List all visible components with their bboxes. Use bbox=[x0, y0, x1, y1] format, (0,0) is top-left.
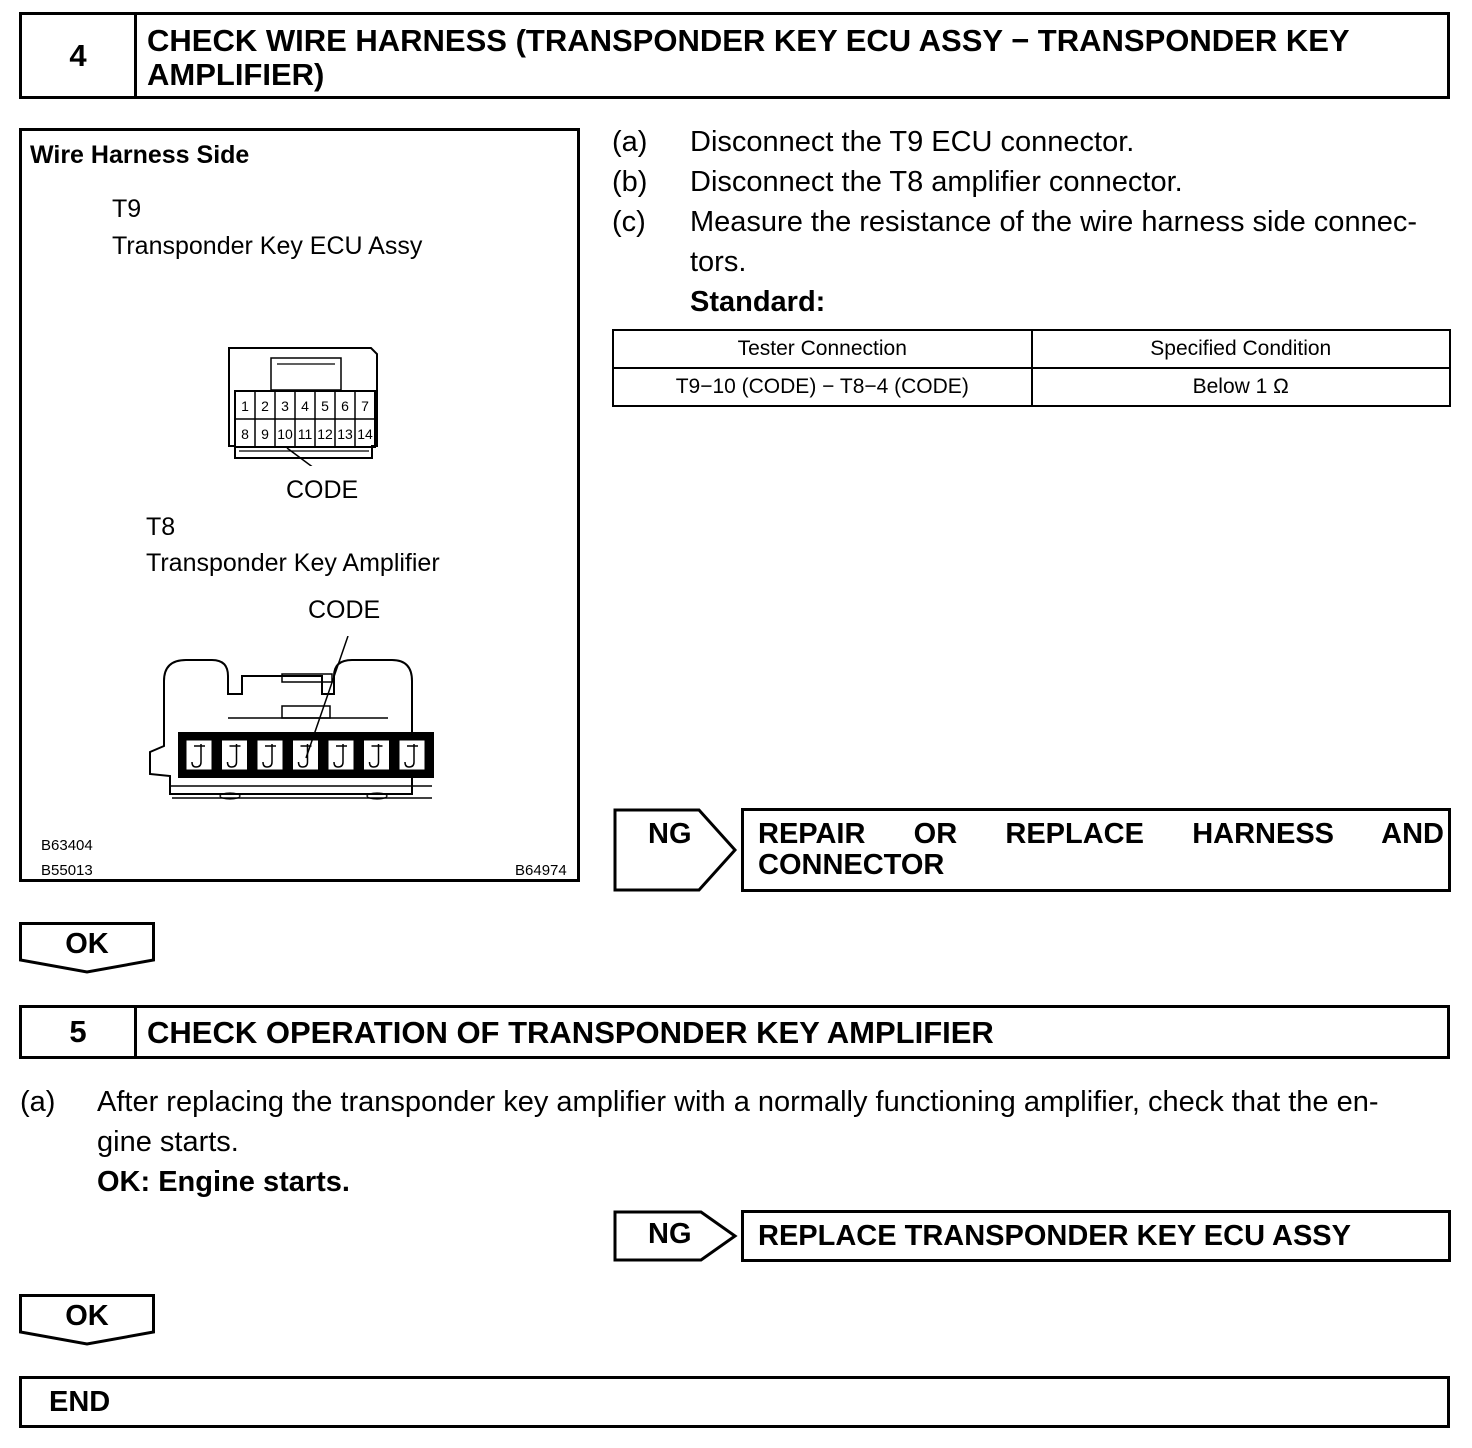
table-header-cell: Tester Connection bbox=[613, 330, 1032, 368]
table-row bbox=[613, 368, 1450, 406]
t9-pin-number: 1 bbox=[241, 398, 249, 414]
step-number: 4 bbox=[22, 15, 137, 96]
figure-ref-1: B63404 bbox=[41, 837, 93, 854]
ng-result-line-2: CONNECTOR bbox=[758, 849, 945, 881]
step5-instruction-label: (a) bbox=[20, 1086, 56, 1118]
table-header-row bbox=[613, 330, 1450, 368]
step-title: CHECK OPERATION OF TRANSPONDER KEY AMPLIFIER bbox=[147, 1015, 994, 1050]
t9-pin-number: 10 bbox=[277, 426, 293, 442]
instruction-b-label: (b) bbox=[612, 166, 648, 198]
end-box bbox=[19, 1376, 1450, 1428]
t9-name-label: Transponder Key ECU Assy bbox=[112, 232, 423, 260]
ng-result-line-1: REPAIR OR REPLACE HARNESS AND bbox=[758, 818, 1444, 850]
t9-connector-diagram bbox=[217, 346, 387, 466]
t9-pin-number: 8 bbox=[241, 426, 249, 442]
ng-result-text: REPLACE TRANSPONDER KEY ECU ASSY bbox=[758, 1220, 1351, 1252]
ok-condition: OK: Engine starts. bbox=[97, 1166, 350, 1198]
t9-pin-number: 4 bbox=[301, 398, 309, 414]
wire-harness-figure bbox=[19, 128, 580, 882]
t9-pin-number: 7 bbox=[361, 398, 369, 414]
instruction-a-text: Disconnect the T9 ECU connector. bbox=[690, 126, 1135, 158]
t8-connector-diagram bbox=[142, 636, 482, 811]
t9-pin-number: 5 bbox=[321, 398, 329, 414]
t9-code-label: T9 bbox=[112, 195, 142, 223]
t8-code-label: T8 bbox=[146, 513, 176, 541]
instruction-b-text: Disconnect the T8 amplifier connector. bbox=[690, 166, 1183, 198]
step5-instruction-line-1: After replacing the transponder key amplifier with a normally functioning amplifier, check that the en- bbox=[97, 1086, 1379, 1118]
instruction-a-label: (a) bbox=[612, 126, 648, 158]
table-header-cell: Specified Condition bbox=[1032, 330, 1451, 368]
instruction-c-text-2: tors. bbox=[690, 246, 747, 278]
table-cell: T9−10 (CODE) − T8−4 (CODE) bbox=[613, 368, 1032, 406]
step-number: 5 bbox=[22, 1008, 137, 1056]
end-label: END bbox=[49, 1386, 111, 1418]
ng-label: NG bbox=[648, 1218, 692, 1250]
t8-name-label: Transponder Key Amplifier bbox=[146, 549, 440, 577]
instruction-c-text-1: Measure the resistance of the wire harness side connec- bbox=[690, 206, 1417, 238]
t9-pin-number: 11 bbox=[297, 426, 313, 442]
figure-ref-2: B55013 bbox=[41, 862, 93, 879]
step-5-header bbox=[19, 1005, 1450, 1059]
ok-label: OK bbox=[65, 1300, 109, 1332]
instruction-c-label: (c) bbox=[612, 206, 646, 238]
ng-result-box bbox=[741, 808, 1451, 892]
figure-ref-3: B64974 bbox=[515, 862, 567, 879]
step-4-header bbox=[19, 12, 1450, 99]
step5-instruction-line-2: gine starts. bbox=[97, 1126, 239, 1158]
figure-heading: Wire Harness Side bbox=[30, 141, 250, 169]
spec-table bbox=[612, 329, 1451, 407]
ok-label: OK bbox=[65, 928, 109, 960]
t9-pin-number: 9 bbox=[261, 426, 269, 442]
t9-pin-number: 2 bbox=[261, 398, 269, 414]
t9-code-callout: CODE bbox=[286, 476, 359, 504]
ng-label: NG bbox=[648, 818, 692, 850]
ng-result-box bbox=[741, 1210, 1451, 1262]
ok-arrow bbox=[19, 1294, 155, 1344]
t9-pin-number: 6 bbox=[341, 398, 349, 414]
ok-arrow bbox=[19, 922, 155, 972]
table-cell: Below 1 Ω bbox=[1032, 368, 1451, 406]
standard-label: Standard: bbox=[690, 286, 826, 318]
t9-pin-number: 13 bbox=[337, 426, 353, 442]
t9-pin-number: 12 bbox=[317, 426, 333, 442]
t9-pin-number: 14 bbox=[357, 426, 373, 442]
step-title: CHECK WIRE HARNESS (TRANSPONDER KEY ECU ASSY − TRANSPONDER KEY AMPLIFIER) bbox=[147, 23, 1350, 92]
t9-pin-number: 3 bbox=[281, 398, 289, 414]
t8-code-callout: CODE bbox=[308, 596, 381, 624]
